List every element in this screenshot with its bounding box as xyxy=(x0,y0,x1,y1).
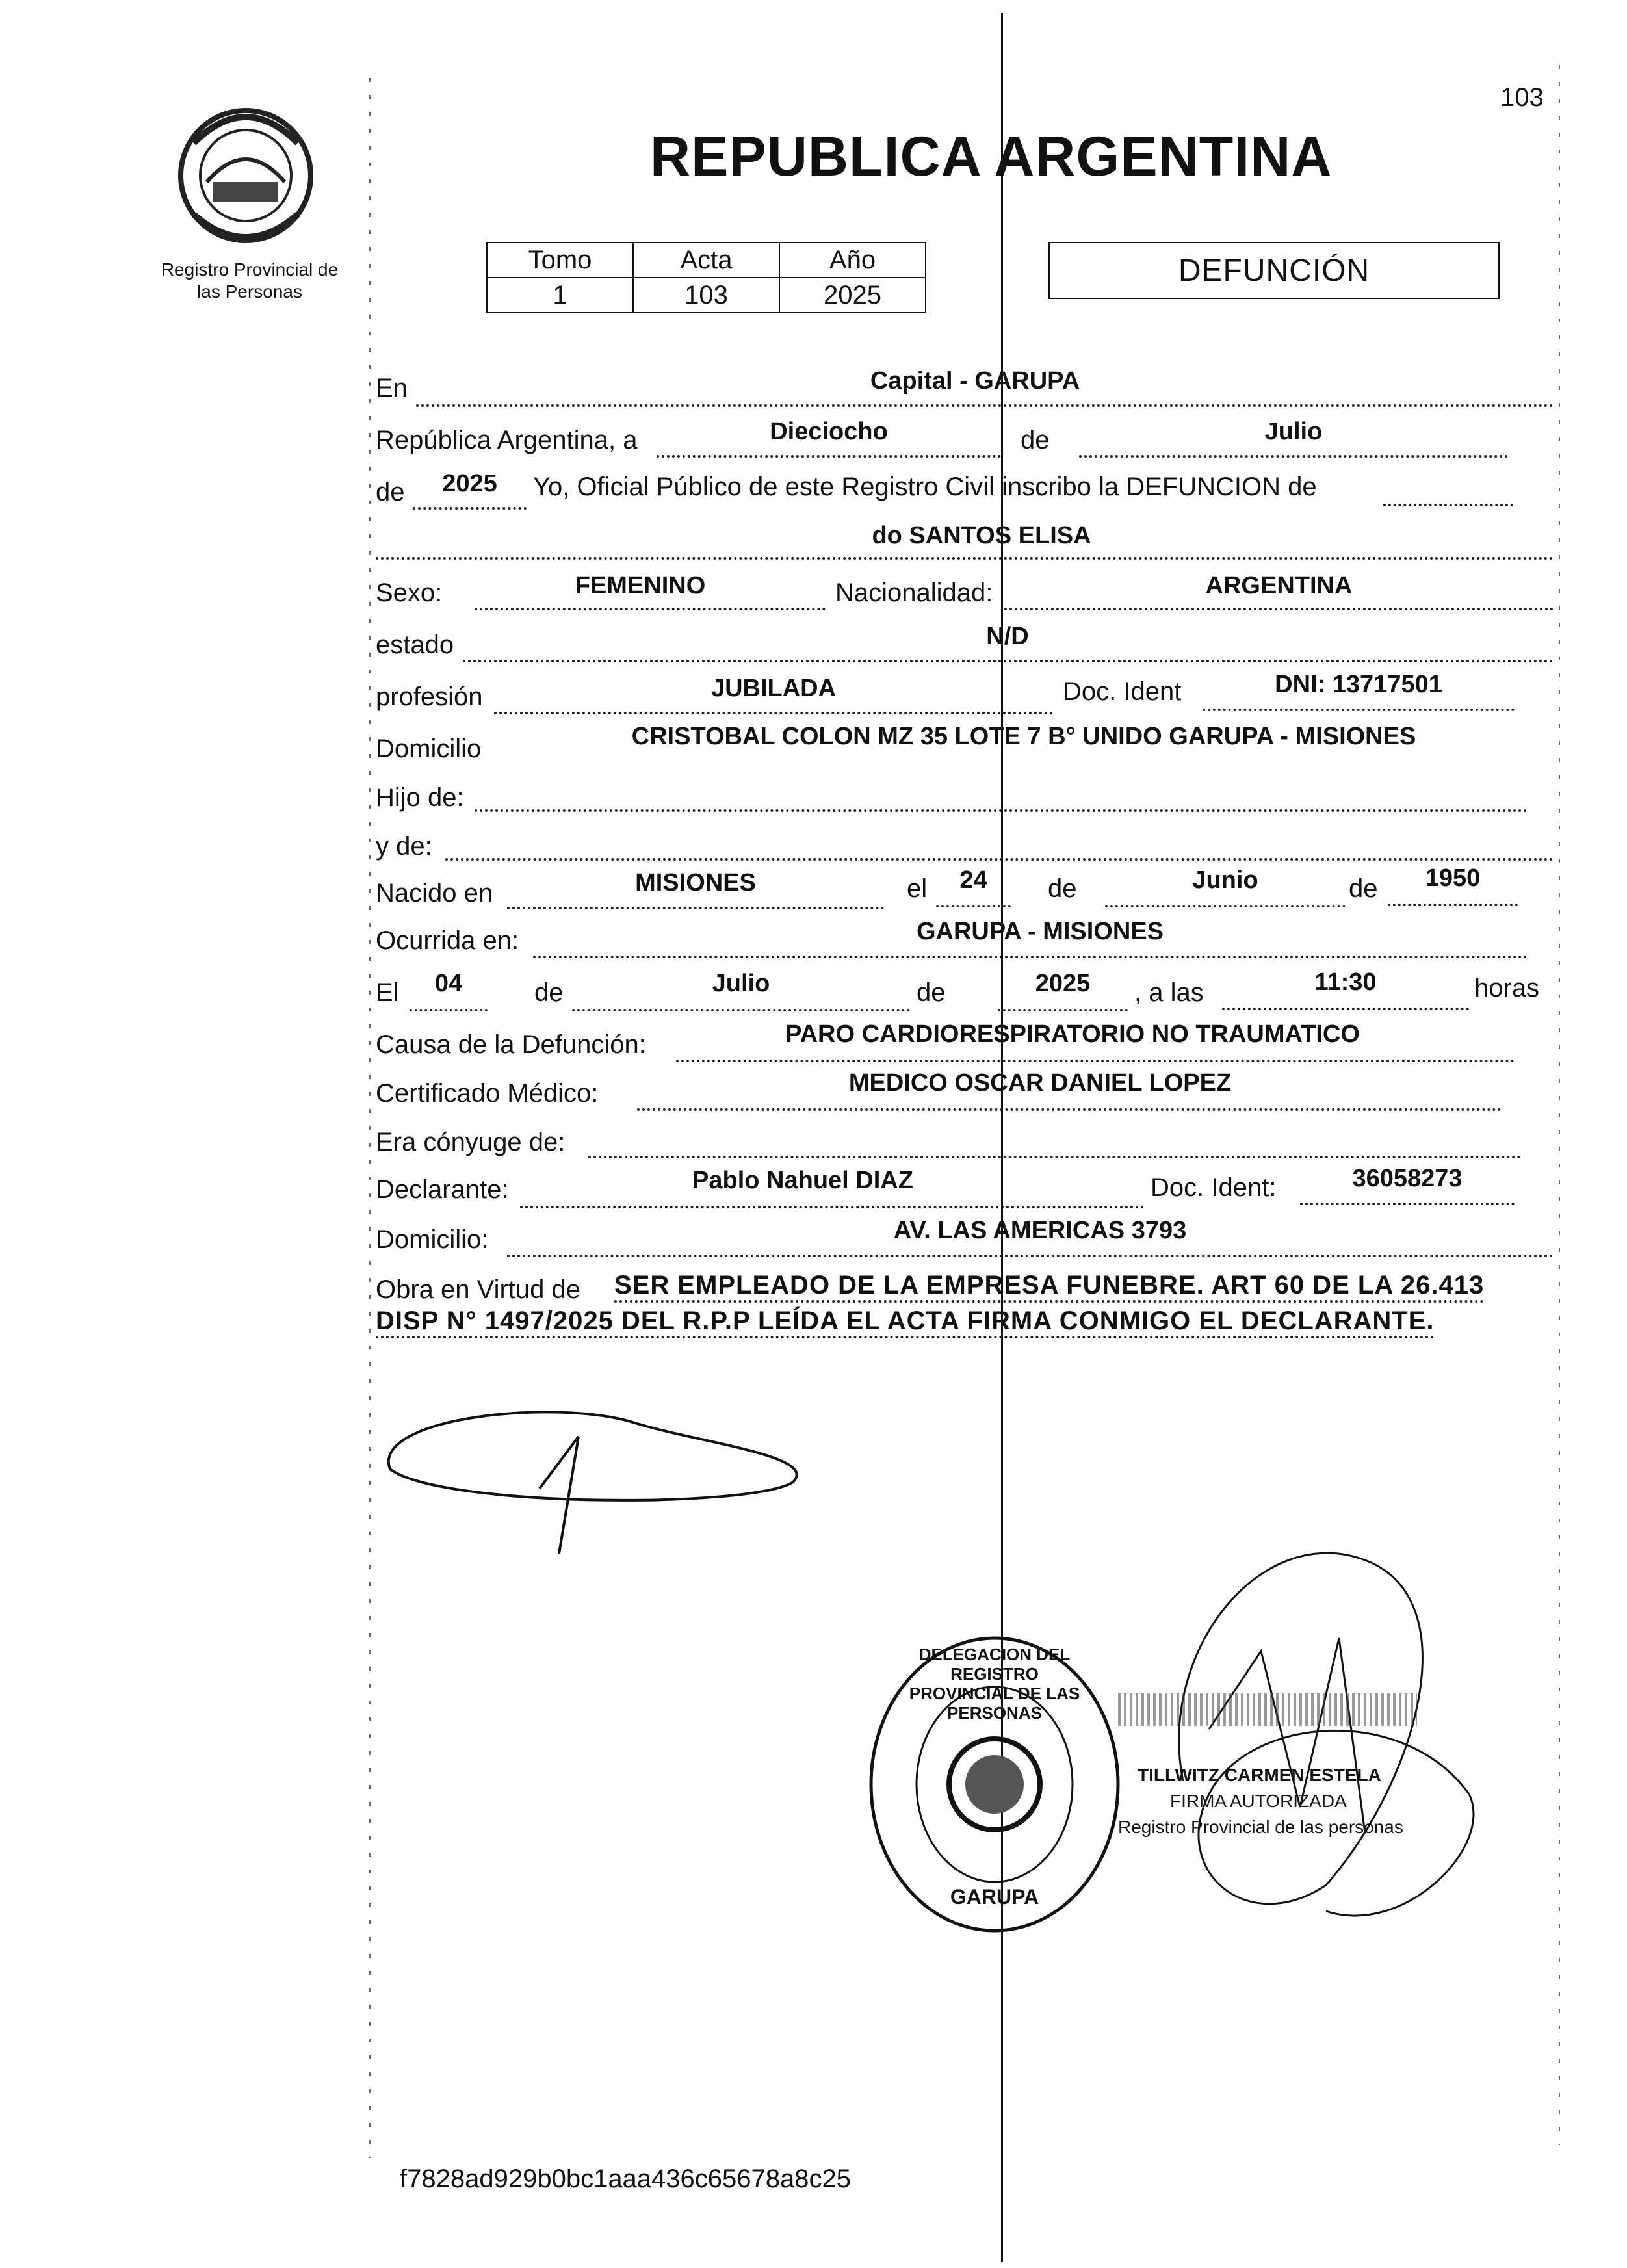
alas-label: , a las xyxy=(1134,978,1204,1007)
official-org: Registro Provincial de las personas xyxy=(1118,1817,1403,1837)
de-label: de xyxy=(1021,426,1050,454)
sexo-value: FEMENINO xyxy=(575,572,706,599)
day-line xyxy=(657,455,1001,458)
profesion-value: JUBILADA xyxy=(710,675,837,702)
document-hash: f7828ad929b0bc1aaa436c65678a8c25 xyxy=(400,2165,852,2193)
yde-label: y de: xyxy=(376,832,432,861)
yde-line xyxy=(445,858,1554,861)
death-day-line xyxy=(410,1009,488,1011)
table-header-acta: Acta xyxy=(633,242,779,278)
year-value: 2025 xyxy=(442,470,497,497)
table-value-tomo: 1 xyxy=(487,278,633,313)
causa-label: Causa de la Defunción: xyxy=(376,1030,646,1059)
day-value: Dieciocho xyxy=(770,418,888,445)
profesion-label: profesión xyxy=(376,683,483,711)
registry-name xyxy=(146,259,354,303)
declarante-value: Pablo Nahuel DIAZ xyxy=(692,1167,913,1194)
de3-label: de xyxy=(1048,874,1077,903)
registry-seal xyxy=(865,1632,1125,1937)
declarante-line xyxy=(520,1206,1144,1208)
record-type-box: DEFUNCIÓN xyxy=(1048,242,1500,299)
birth-day-line xyxy=(936,905,1011,907)
obra-label: Obra en Virtud de xyxy=(376,1275,581,1304)
death-month-line xyxy=(572,1009,910,1011)
doc2-value: 36058273 xyxy=(1352,1165,1463,1192)
birth-month: Junio xyxy=(1192,867,1258,894)
province-crest-logo xyxy=(168,98,324,254)
causa-line xyxy=(676,1060,1515,1062)
official-line xyxy=(1383,504,1513,506)
causa-value: PARO CARDIORESPIRATORIO NO TRAUMATICO xyxy=(785,1021,1360,1048)
de6-label: de xyxy=(917,978,946,1007)
republica-label: República Argentina, a xyxy=(376,426,638,454)
sexo-line xyxy=(475,608,826,610)
declarant-signature xyxy=(364,1391,819,1560)
registry-name-line1: Registro Provincial de xyxy=(161,259,339,280)
seal-bottom-text: GARUPA xyxy=(950,1885,1039,1909)
el-label: el xyxy=(907,874,928,903)
official-text: Yo, Oficial Público de este Registro Civil inscribo la DEFUNCION de xyxy=(533,473,1317,501)
nacido-label: Nacido en xyxy=(376,879,493,907)
nacionalidad-label: Nacionalidad: xyxy=(835,579,993,607)
deceased-name: do SANTOS ELISA xyxy=(872,522,1091,549)
month-value: Julio xyxy=(1264,418,1323,445)
sexo-label: Sexo: xyxy=(376,579,443,607)
registry-name-line2: las Personas xyxy=(197,281,302,302)
de2-label: de xyxy=(376,478,405,506)
birth-month-line xyxy=(1105,905,1346,907)
certificado-line xyxy=(637,1108,1502,1111)
official-name: TILLWITZ CARMEN ESTELA xyxy=(1138,1765,1381,1785)
nacionalidad-line xyxy=(1004,608,1554,610)
birth-day: 24 xyxy=(959,867,987,894)
certificado-label: Certificado Médico: xyxy=(376,1079,599,1108)
seal-ring-text: DELEGACION DEL REGISTRO PROVINCIAL DE LAS PERSONAS xyxy=(909,1645,1080,1723)
el2-label: El xyxy=(376,978,399,1007)
estado-value: N/D xyxy=(986,623,1029,650)
obra-value-line2: DISP N° 1497/2025 DEL R.P.P LEÍDA EL ACTA FIRMA CONMIGO EL DECLARANTE. xyxy=(376,1307,1435,1338)
hijo-label: Hijo de: xyxy=(376,783,464,812)
conyuge-line xyxy=(588,1156,1521,1158)
certificado-value: MEDICO OSCAR DANIEL LOPEZ xyxy=(848,1069,1232,1097)
declarante-label: Declarante: xyxy=(376,1175,509,1204)
month-line xyxy=(1079,455,1508,458)
en-value: Capital - GARUPA xyxy=(870,367,1080,395)
ocurrida-label: Ocurrida en: xyxy=(376,926,519,955)
birth-year: 1950 xyxy=(1425,865,1481,892)
de5-label: de xyxy=(534,978,564,1007)
obra-value-line1: SER EMPLEADO DE LA EMPRESA FUNEBRE. ART 60 DE LA 26.413 xyxy=(614,1271,1484,1303)
doc-line xyxy=(1203,709,1515,711)
birth-year-line xyxy=(1388,904,1518,906)
en-line xyxy=(416,404,1554,407)
doc2-label: Doc. Ident: xyxy=(1151,1173,1277,1202)
nacionalidad-value: ARGENTINA xyxy=(1205,572,1353,599)
table-header-ano: Año xyxy=(779,242,926,278)
estado-label: estado xyxy=(376,631,454,659)
nacido-line xyxy=(507,907,884,909)
doc-label: Doc. Ident xyxy=(1063,677,1182,706)
death-year-line xyxy=(998,1009,1128,1011)
domicilio2-line xyxy=(507,1255,1554,1257)
domicilio2-value: AV. LAS AMERICAS 3793 xyxy=(893,1217,1187,1244)
right-margin-mark xyxy=(1559,65,1560,2145)
conyuge-label: Era cónyuge de: xyxy=(376,1128,566,1156)
de4-label: de xyxy=(1349,874,1378,903)
estado-line xyxy=(463,660,1554,662)
table-header-tomo: Tomo xyxy=(487,242,633,278)
page-number: 103 xyxy=(1500,83,1544,112)
ocurrida-value: GARUPA - MISIONES xyxy=(916,918,1164,945)
en-label: En xyxy=(376,374,408,402)
ocurrida-line xyxy=(533,956,1528,958)
death-year: 2025 xyxy=(1035,970,1091,997)
doc2-line xyxy=(1300,1203,1515,1205)
horas-label: horas xyxy=(1474,974,1540,1002)
name-line xyxy=(376,557,1554,560)
table-value-acta: 103 xyxy=(633,278,779,313)
official-signature xyxy=(1131,1521,1495,1937)
domicilio-label: Domicilio xyxy=(376,735,482,763)
official-name-stamp xyxy=(1118,1693,1417,1726)
death-month: Julio xyxy=(712,970,770,997)
hijo-line xyxy=(475,809,1528,812)
death-time-line xyxy=(1222,1008,1469,1010)
page-title: REPUBLICA ARGENTINA xyxy=(650,125,1333,188)
year-line xyxy=(413,507,527,510)
left-margin-mark xyxy=(369,78,371,2158)
nacido-value: MISIONES xyxy=(635,869,756,896)
doc-value: DNI: 13717501 xyxy=(1275,671,1442,698)
record-table xyxy=(486,242,926,313)
death-day: 04 xyxy=(434,970,463,997)
table-value-ano: 2025 xyxy=(779,278,926,313)
domicilio2-label: Domicilio: xyxy=(376,1225,489,1254)
official-role: FIRMA AUTORIZADA xyxy=(1170,1791,1347,1811)
profesion-line xyxy=(494,712,1053,714)
domicilio-value: CRISTOBAL COLON MZ 35 LOTE 7 B° UNIDO GARUPA - MISIONES xyxy=(631,723,1416,750)
death-time: 11:30 xyxy=(1314,969,1377,996)
